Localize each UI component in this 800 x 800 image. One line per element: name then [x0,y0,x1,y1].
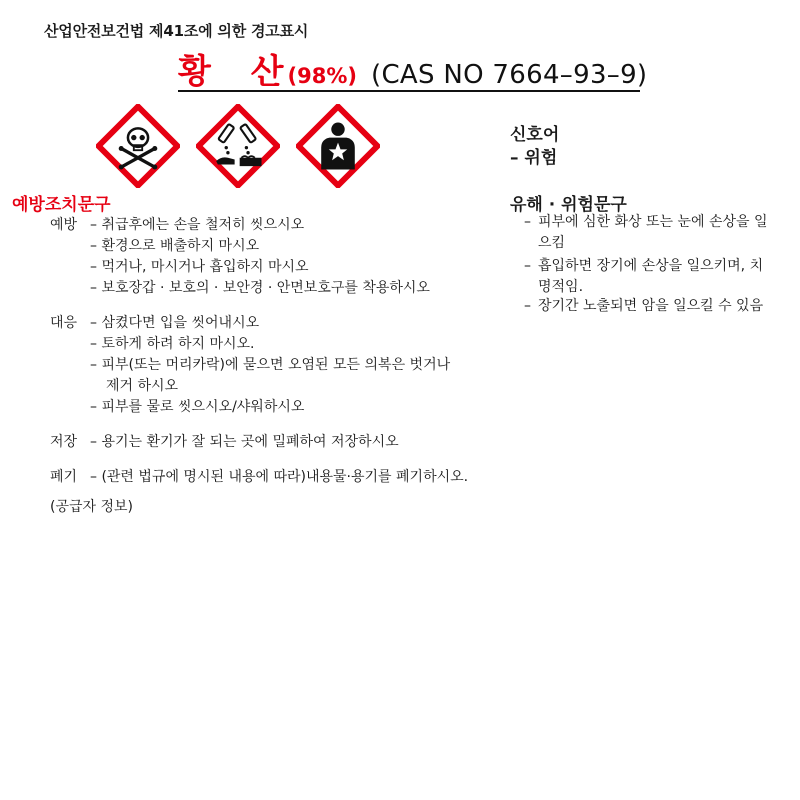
response-item-continued: 제거 하시오 [106,378,179,394]
prevention-item: – 보호장갑 · 보호의 · 보안경 · 안면보호구를 착용하시오 [90,280,430,296]
hazard-statements-heading: 유해 · 위험문구 [510,195,627,215]
prevention-item: – 환경으로 배출하지 마시오 [90,238,260,254]
hazard-statement-item [524,256,774,297]
response-label: 대응 [50,315,78,331]
cas-number: (CAS NO 7664–93–9) [371,60,648,90]
concentration: (98%) [287,64,357,88]
hazard-statement-text: 흡입하면 장기에 손상을 일으키며, 치명적임. [538,258,764,295]
prevention-label: 예방 [50,217,78,233]
health-hazard-icon [296,104,380,188]
hazard-statement-text: 장기간 노출되면 암을 일으킬 수 있음 [538,298,764,314]
precautionary-statements-heading: 예방조치문구 [12,195,111,215]
disposal-item: – (관련 법규에 명시된 내용에 따라)내용물·용기를 폐기하시오. [90,469,469,485]
list-dash: – [524,298,531,314]
response-item: – 삼켰다면 입을 씻어내시오 [90,315,260,331]
hazard-statement-item [524,212,774,253]
prevention-item: – 취급후에는 손을 철저히 씻으시오 [90,217,305,233]
hazard-statement-item [524,296,774,317]
response-item: – 피부를 물로 씻으시오/샤워하시오 [90,399,305,415]
storage-label: 저장 [50,434,78,450]
law-reference-title: 산업안전보건법 제41조에 의한 경고표시 [44,22,309,40]
signal-word-label: 신호어 [510,125,560,145]
signal-word-value: – 위험 [510,148,558,168]
response-item: – 토하게 하려 하지 마시오. [90,336,255,352]
list-dash: – [524,258,531,274]
disposal-label: 폐기 [50,469,78,485]
skull-crossbones-icon [96,104,180,188]
prevention-item: – 먹거나, 마시거나 흡입하지 마시오 [90,259,309,275]
list-dash: – [524,214,531,230]
response-item: – 피부(또는 머리카락)에 묻으면 오염된 모든 의복은 벗거나 [90,357,451,373]
hazard-statement-text: 피부에 심한 화상 또는 눈에 손상을 일으킴 [538,214,768,251]
corrosion-icon [196,104,280,188]
chemical-name: 황 산 [178,52,298,92]
storage-item: – 용기는 환기가 잘 되는 곳에 밀폐하여 저장하시오 [90,434,399,450]
product-title-row [178,44,648,92]
supplier-info: (공급자 정보) [50,499,133,515]
